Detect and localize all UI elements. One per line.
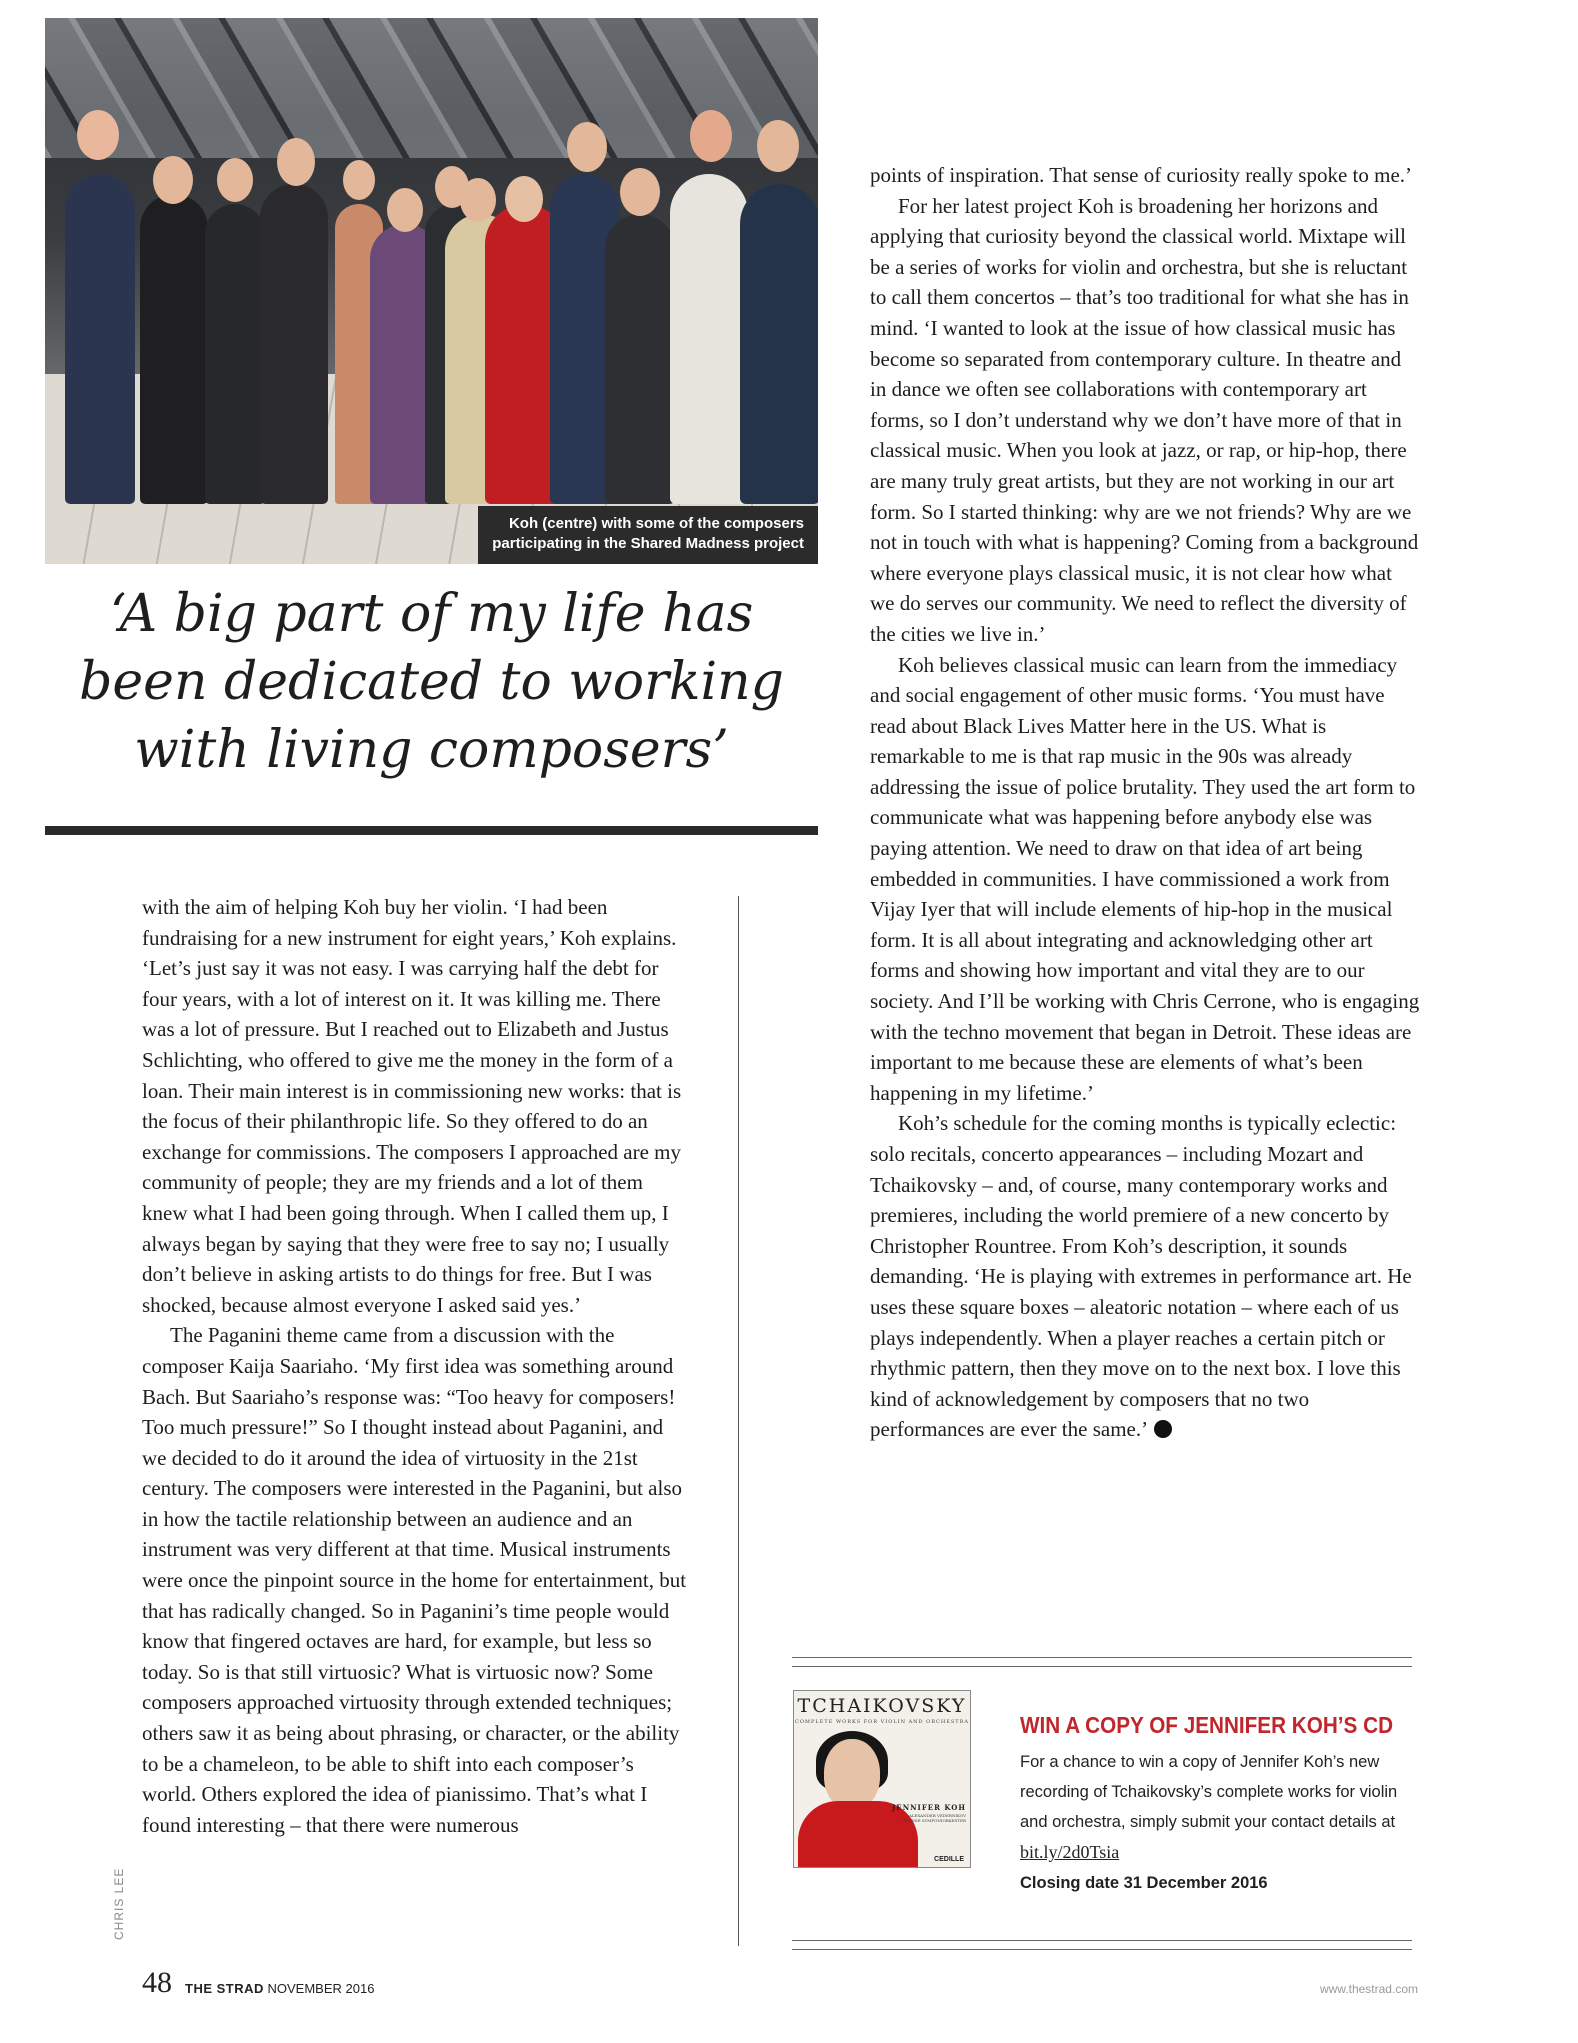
article-paragraph: The Paganini theme came from a discussion with the composer Kaija Saariaho. ‘My first idea was something around Bach. But Saariaho’s response was: “Too heavy for composers! Too much pressure!” So I thought instead about Paganini, and we decided to do it around the idea of virtuosity in the 21st century. The composers were interested in the Paganini, but also in how the tactile relationship between an audience and an instrument was very different at that time. Musical instruments were once the pinpoint source in the home for entertainment, but that has radically changed. So in Paganini’s time people would know that fingered octaves are hard, for example, but less so today. So is that still virtuosic? What is virtuosic now? Some composers approached virtuosity through extended techniques; others saw it as being about phrasing, or character, or the ability to be a chameleon, to be able to shift into each composer’s world. Others explored the idea of pianissimo. That’s what I found interesting – that there were numerous [142,1323,687,1837]
promo-rule-top-2 [792,1666,1412,1667]
photo-figure [605,214,675,504]
footer-url[interactable]: www.thestrad.com [1319,1982,1418,1996]
cd-artist: JENNIFER KOH [892,1803,966,1812]
end-mark-icon [1154,1420,1172,1438]
cd-subtitle: COMPLETE WORKS FOR VIOLIN AND ORCHESTRA [795,1719,969,1725]
article-paragraph: Koh believes classical music can learn from the immediacy and social engagement of other music forms. ‘You must have read about Black Lives Matter here in the US. What is remarkable to me is that rap music in the 90s was already addressing the issue of police brutality. They used the art form to communicate what was happening before anybody else was paying attention. We need to draw on that idea of art being embedded in communities. I have commissioned a work from Vijay Iyer that will include elements of hip-hop in the musical form. It is all about integrating and acknowledging other art forms and showing how important and vital they are to our society. And I’ll be working with Chris Cerrone, who is engaging with the techno movement that began in Detroit. These ideas are important to me because these are elements of what’s been happening in my lifetime.’ [870,652,1420,1105]
photo-face [153,156,193,204]
promo-headline: WIN A COPY OF JENNIFER KOH’S CD [1020,1712,1394,1738]
promo-body [1020,1747,1420,1898]
photo-caption [478,506,818,564]
photo-face [387,188,423,232]
photo-face [505,176,543,222]
article-paragraph: Koh’s schedule for the coming months is typically eclectic: solo recitals, concerto appearances – including Mozart and Tchaikovsky – and, of course, many contemporary works and premieres, including the world premiere of a new concerto by Christopher Rountree. From Koh’s description, it sounds demanding. ‘He is playing with extremes in performance art. He uses these square boxes – aleatoric notation – where each of us plays independently. When a player reaches a certain pitch or rhythmic pattern, then they move on to the next box. I love this kind of acknowledgement by composers that no two performances are ever the same.’ [870,1111,1412,1442]
photo-face [343,160,375,200]
cd-title: TCHAIKOVSKY [797,1695,967,1717]
pull-quote-rule [45,826,818,835]
group-photo [45,18,818,564]
photo-face [217,158,253,202]
pull-quote-line: ‘A big part of my life has [109,584,754,644]
photo-face [757,120,799,172]
magazine-name: THE STRAD [185,1981,264,1996]
photo-face [460,178,496,222]
promo-closing-date: Closing date 31 December 2016 [1020,1874,1268,1892]
cd-cover-image [793,1690,971,1868]
photo-figure [260,184,328,504]
promo-rule-top [792,1657,1412,1658]
article-paragraph: For her latest project Koh is broadening her horizons and applying that curiosity beyond the classical world. Mixtape will be a series of works for violin and orchestra, but she is reluctant to call them concertos – that’s too traditional for what she has in mind. ‘I wanted to look at the issue of how classical music has become so separated from contemporary culture. In theatre and in dance we often see collaborations with contemporary art forms, so I don’t understand why we don’t have more of that in classical music. When you look at jazz, or rap, or hip-hop, there are many truly great artists, but they are not working in our art form. So I started thinking: why are we not friends? Why are we not in touch with what is happening? Coming from a background where everyone plays classical music, it is not clear how what we do serves our community. We need to reflect the diversity of the cities we live in.’ [870,193,1419,646]
photo-credit: CHRIS LEE [112,1867,126,1940]
cd-artist-secondary: ALEXANDER VEDERNIKOV ODENSE SYMFONIORKESTER [902,1813,966,1823]
photo-caption-line: participating in the Shared Madness project [492,535,804,552]
article-column-right [870,160,1420,1445]
pull-quote-line: with living composers’ [134,720,729,780]
photo-figure [670,174,748,504]
issue-date: NOVEMBER 2016 [267,1981,375,1996]
article-paragraph-last [870,1108,1420,1445]
photo-caption-line: Koh (centre) with some of the composers [508,515,804,532]
photo-figure [205,204,265,504]
photo-figure [140,194,208,504]
promo-rule-bottom-2 [792,1949,1412,1950]
cd-record-label: CEDILLE [934,1856,964,1863]
promo-text-block [1020,1747,1420,1868]
photo-face [77,110,119,160]
page-number: 48 [142,1966,172,1999]
column-divider [738,896,739,1946]
photo-face [277,138,315,186]
photo-face [690,110,732,162]
promo-link[interactable]: bit.ly/2d0Tsia [1020,1842,1120,1862]
photo-figure [65,174,135,504]
promo-rule-bottom [792,1940,1412,1941]
cd-portrait-face [824,1739,880,1809]
photo-face [620,168,660,216]
article-column-left [142,892,690,1840]
photo-figure [740,184,818,504]
photo-face [567,122,607,172]
pull-quote-line: been dedicated to working [79,652,784,712]
pull-quote [45,580,818,784]
promo-text: For a chance to win a copy of Jennifer Koh’s new recording of Tchaikovsky’s complete works for violin and orchestra, simply submit your contact details at [1020,1753,1398,1831]
footer-magazine [185,1981,374,1996]
article-paragraph: with the aim of helping Koh buy her violin. ‘I had been fundraising for a new instrument for eight years,’ Koh explains. ‘Let’s just say it was not easy. I was carrying half the debt for four years, with a lot of interest on it. It was killing me. There was a lot of pressure. But I reached out to Elizabeth and Justus Schlichting, who offered to give me the money in the form of a loan. Their main interest is in commissioning new works: that is the focus of their philanthropic life. So they offered to do an exchange for commissions. The composers I approached are my community of people; they are my friends and a lot of them knew what I had been going through. When I called them up, I always began by saying that they were free to say no; I usually don’t believe in asking artists to do things for free. But I was shocked, because almost everyone I asked said yes.’ [142,895,682,1317]
article-paragraph: points of inspiration. That sense of curiosity really spoke to me.’ [870,163,1413,187]
